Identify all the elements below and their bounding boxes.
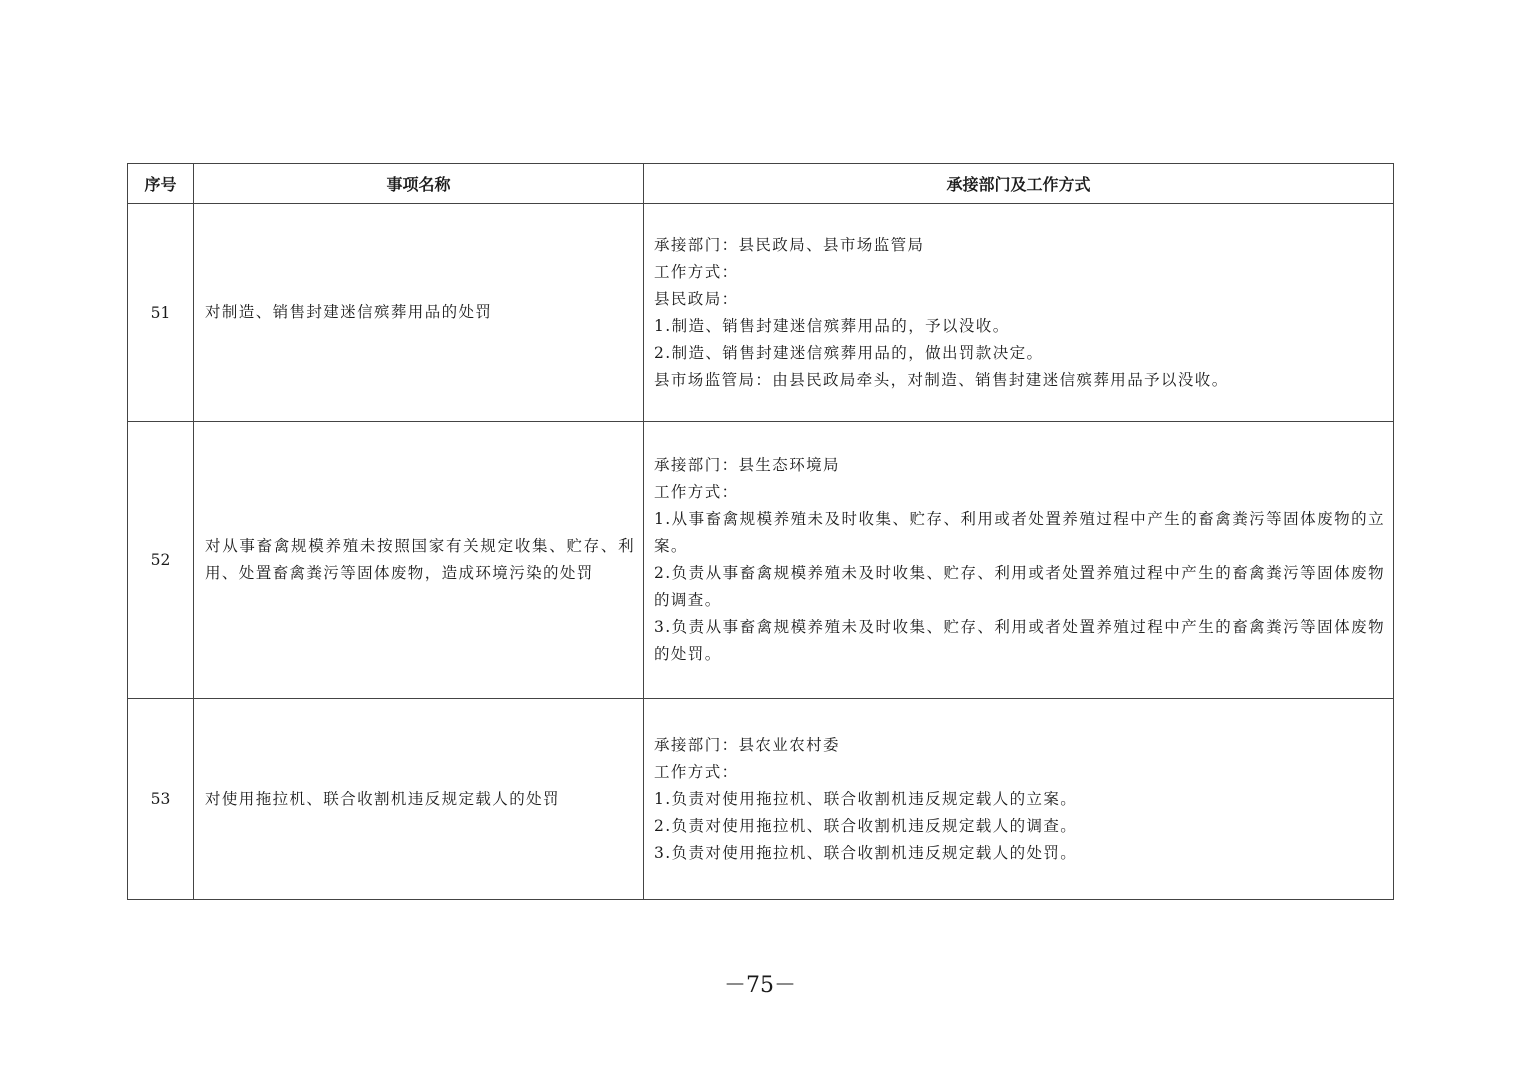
table-row xyxy=(128,699,1394,900)
detail-line: 1.负责对使用拖拉机、联合收割机违反规定载人的立案。 xyxy=(654,789,1078,808)
row-seq: 52 xyxy=(128,422,194,699)
detail-line: 1.从事畜禽规模养殖未及时收集、贮存、利用或者处置养殖过程中产生的畜禽粪污等固体废物的立案。 xyxy=(654,510,1385,555)
page-number: －75－ xyxy=(724,973,796,998)
row-detail xyxy=(644,422,1394,699)
row-detail xyxy=(644,699,1394,900)
header-item-name: 事项名称 xyxy=(194,164,644,204)
table-row xyxy=(128,204,1394,422)
item-table xyxy=(127,163,1394,900)
detail-line: 承接部门：县民政局、县市场监管局 xyxy=(654,235,925,254)
detail-line: 工作方式： xyxy=(654,483,739,501)
header-dept-method: 承接部门及工作方式 xyxy=(644,164,1394,204)
detail-line: 3.负责从事畜禽规模养殖未及时收集、贮存、利用或者处置养殖过程中产生的畜禽粪污等固体废物的处罚。 xyxy=(654,618,1385,663)
row-item-name: 对从事畜禽规模养殖未按照国家有关规定收集、贮存、利用、处置畜禽粪污等固体废物，造成环境污染的处罚 xyxy=(194,422,644,699)
row-seq: 53 xyxy=(128,699,194,900)
row-detail xyxy=(644,204,1394,422)
detail-line: 3.负责对使用拖拉机、联合收割机违反规定载人的处罚。 xyxy=(654,843,1078,862)
row-item-name: 对使用拖拉机、联合收割机违反规定载人的处罚 xyxy=(194,699,644,900)
detail-line: 承接部门：县生态环境局 xyxy=(654,456,840,474)
row-seq: 51 xyxy=(128,204,194,422)
detail-line: 工作方式： xyxy=(654,262,739,281)
table-row xyxy=(128,422,1394,699)
detail-line: 县市场监管局：由县民政局牵头，对制造、销售封建迷信殡葬用品予以没收。 xyxy=(654,370,1229,389)
detail-line: 2.负责对使用拖拉机、联合收割机违反规定载人的调查。 xyxy=(654,816,1078,835)
detail-line: 2.负责从事畜禽规模养殖未及时收集、贮存、利用或者处置养殖过程中产生的畜禽粪污等固体废物的调查。 xyxy=(654,564,1385,609)
detail-line: 承接部门：县农业农村委 xyxy=(654,735,840,754)
row-item-name: 对制造、销售封建迷信殡葬用品的处罚 xyxy=(194,204,644,422)
header-seq: 序号 xyxy=(128,164,194,204)
detail-line: 工作方式： xyxy=(654,762,739,781)
detail-line: 2.制造、销售封建迷信殡葬用品的，做出罚款决定。 xyxy=(654,343,1044,362)
detail-line: 1.制造、销售封建迷信殡葬用品的，予以没收。 xyxy=(654,316,1010,335)
header-row xyxy=(128,164,1394,204)
detail-line: 县民政局： xyxy=(654,289,739,308)
